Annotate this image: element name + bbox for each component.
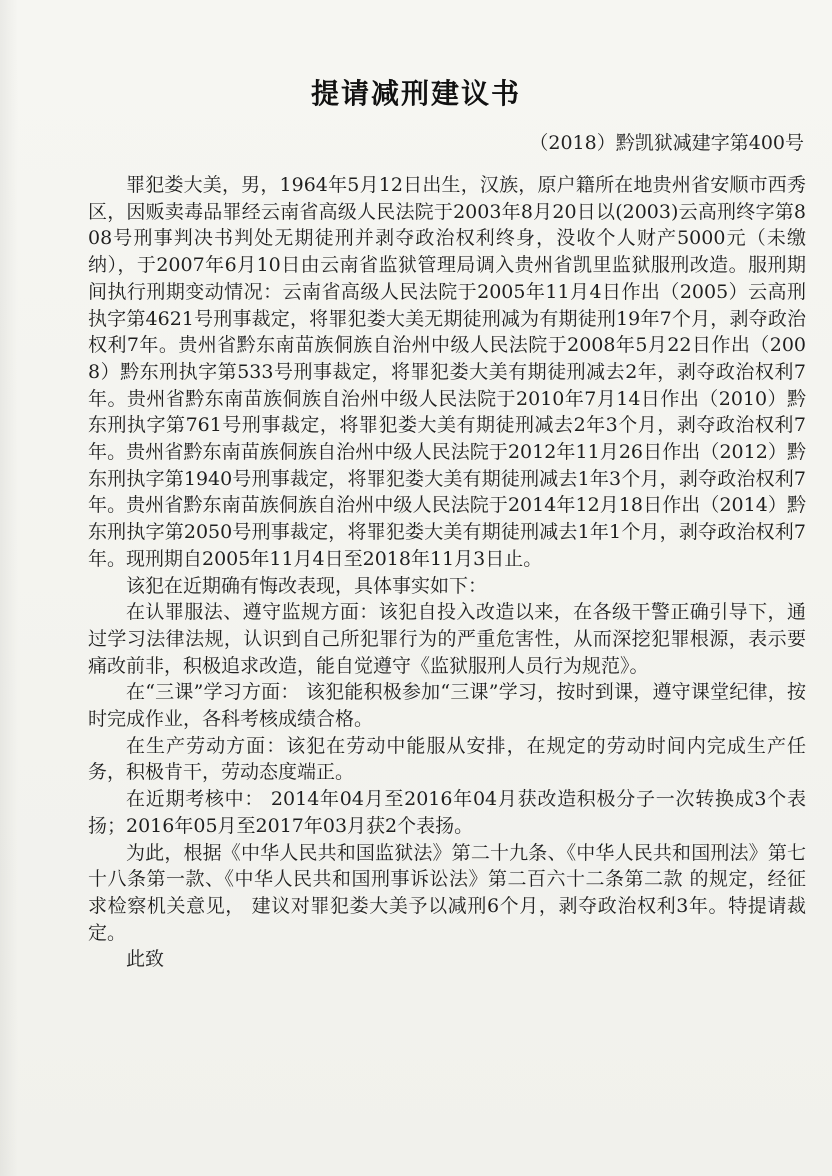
paragraph-assessment: 在近期考核中： 2014年04月至2016年04月获改造积极分子一次转换成3个表扬；2016年05月至2017年03月获2个表扬。 [88, 788, 806, 837]
paragraph-labor: 在生产劳动方面：该犯在劳动中能服从安排，在规定的劳动时间内完成生产任务，积极肯干，劳动态度端正。 [88, 734, 806, 784]
document-title: 提请减刑建议书 [310, 77, 521, 110]
paragraph-law-abiding: 在认罪服法、遵守监规方面：该犯自投入改造以来，在各级干警正确引导下，通过学习法律法规，认识到自己所犯罪行为的严重危害性，从而深挖犯罪根源，表示要痛改前非，积极追求改造，能自觉遵守《监狱服刑人员行为规范》。 [88, 601, 806, 677]
paragraph-salutation: 此致 [126, 948, 165, 971]
scan-edge-shadow [0, 0, 18, 1176]
paragraph-criminal-record: 罪犯娄大美，男，1964年5月12日出生，汉族，原户籍所在地贵州省安顺市西秀区，因贩卖毒品罪经云南省高级人民法院于2003年8月20日以(2003)云高刑终字第808号刑事判决书判处无期徒刑并剥夺政治权利终身，没收个人财产5000元（未缴纳），于2007年6月10日由云南省监狱管理局调入贵州省凯里监狱服刑改造。服刑期间执行刑期变动情况：云南省高级人民法院于2005年11月4日作出（2005）云高刑执字第4621号刑事裁定，将罪犯娄大美无期徒刑减为有期徒刑19年7个月，剥夺政治权利7年。贵州省黔东南苗族侗族自治州中级人民法院于2008年5月22日作出（2008）黔东刑执字第533号刑事裁定，将罪犯娄大美有期徒刑减去2年，剥夺政治权利7年。贵州省黔东南苗族侗族自治州中级人民法院于2010年7月14日作出（2010）黔东刑执字第761号刑事裁定，将罪犯娄大美有期徒刑减去2年3个月，剥夺政治权利7年。贵州省黔东南苗族侗族自治州中级人民法院于2012年11月26日作出（2012）黔东刑执字第1940号刑事裁定，将罪犯娄大美有期徒刑减去1年3个月，剥夺政治权利7年。贵州省黔东南苗族侗族自治州中级人民法院于2014年12月18日作出（2014）黔东刑执字第2050号刑事裁定，将罪犯娄大美有期徒刑减去1年1个月，剥夺政治权利7年。现刑期自2005年11月4日至2018年11月3日止。 [88, 174, 806, 570]
paragraph-repentance-intro: 该犯在近期确有悔改表现，具体事实如下： [126, 574, 488, 597]
paragraph-three-courses: 在“三课”学习方面： 该犯能积极参加“三课”学习，按时到课，遵守课堂纪律，按时完成作业，各科考核成绩合格。 [88, 681, 806, 731]
document-body [88, 172, 806, 973]
document-number: （2018）黔凯狱减建字第400号 [529, 132, 804, 154]
paragraph-recommendation: 为此，根据《中华人民共和国监狱法》第二十九条、《中华人民共和国刑法》第七十八条第一款、《中华人民共和国刑事诉讼法》第二百六十二条第二款 的规定，经征求检察机关意见， 建议对罪犯娄大美予以减刑6个月，剥夺政治权利3年。特提请裁定。 [88, 841, 806, 944]
